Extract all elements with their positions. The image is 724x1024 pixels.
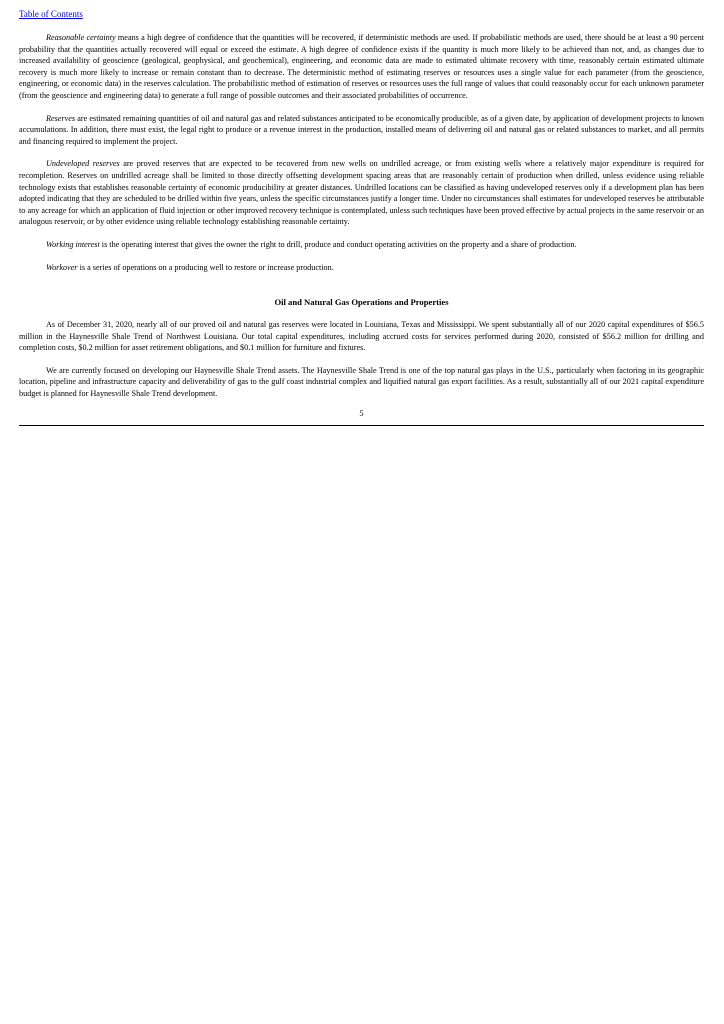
definition-working-interest [19,239,704,251]
definition-term: Working interest [46,239,100,249]
definition-text: is a series of operations on a producing well to restore or increase production. [77,262,334,272]
document-page [19,0,704,426]
definition-term: Reasonable certainty [46,33,116,42]
definition-undeveloped-reserves [19,158,704,228]
definition-reserves [19,113,704,148]
definition-term: Reserves [46,113,76,123]
definition-text: are estimated remaining quantities of oil and natural gas and related substances anticipated to be economically producible, as of a given date, by application of development projects to known accumulations. In addition, there must exist, the legal right to produce or a revenue interest in the production, installed means of delivering oil and natural gas or related substances to market, and all permits and financing required to implement the project. [19,113,704,146]
definition-term: Workover [46,262,78,272]
body-paragraph: We are currently focused on developing our Haynesville Shale Trend assets. The Haynesville Shale Trend is one of the top natural gas plays in the U.S., particularly when factoring in its geographic location, pipeline and infrastructure capacity and deliverability of gas to the gulf coast industrial complex and liquified natural gas export facilities. As a result, substantially all of our 2021 capital expenditure budget is planned for Haynesville Shale Trend development. [19,365,704,399]
body-paragraph: As of December 31, 2020, nearly all of our proved oil and natural gas reserves were located in Louisiana, Texas and Mississippi. We spent substantially all of our 2020 capital expenditures of $56.5 million in the Haynesville Shale Trend of Northwest Louisiana. Our total capital expenditures, including accrued costs for services performed during 2020, consisted of $56.2 million for drilling and completion costs, $0.2 million for asset retirement obligations, and $0.1 million for furniture and fixtures. [19,320,704,353]
definition-text: are proved reserves that are expected to be recovered from new wells on undrilled acreage, or from existing wells where a relatively major expenditure is required for recompletion. Reserves on undrilled acreage shall be limited to those directly offsetting development spacing areas that are reasonably certain of production when drilled, unless evidence using reliable technology exists that establishes reasonable certainty of economic producibility at greater distances. Undrilled locations can be classified as having undeveloped reserves only if a development plan has been adopted indicating that they are scheduled to be drilled within five years, unless the specific circumstances justify a longer time. Under no circumstances shall estimates for undeveloped reserves be attributable to any acreage for which an application of fluid injection or other improved recovery technique is contemplated, unless such techniques have been proved effective by actual projects in the same reservoir or an analogous reservoir, or by other evidence using reliable technology establishing reasonable certainty. [19,159,704,227]
section-heading: Oil and Natural Gas Operations and Properties [274,297,449,308]
definition-text: means a high degree of confidence that the quantities will be recovered, if deterministic methods are used. If probabilistic methods are used, there should be at least a 90 percent probability that the quantities actually recovered will equal or exceed the estimate. A high degree of confidence exists if the quantity is much more likely to be achieved than not, and, as changes due to increased availability of geoscience (geological, geophysical, and geochemical), engineering, and economic data are made to estimated ultimate recovery with time, reasonably certain estimated ultimate recovery is much more likely to increase or remain constant than to decrease. The deterministic method of estimating reserves or resources uses a single value for each parameter (from the geoscience, engineering, or economic data) in the reserves calculation. The probabilistic method of estimation of reserves or resources uses the full range of values that could reasonably occur for each unknown parameter (from the geoscience and engineering data) to generate a full range of possible outcomes and their associated probabilities of occurrence. [19,33,704,100]
definition-reasonable-certainty [19,32,704,102]
definition-text: is the operating interest that gives the owner the right to drill, produce and conduct operating activities on the property and a share of production. [99,239,577,249]
table-of-contents-link[interactable]: Table of Contents [19,9,83,19]
page-divider [19,425,704,426]
definition-term: Undeveloped reserves [46,159,120,169]
definition-workover [19,262,704,274]
page-number: 5 [359,408,364,418]
